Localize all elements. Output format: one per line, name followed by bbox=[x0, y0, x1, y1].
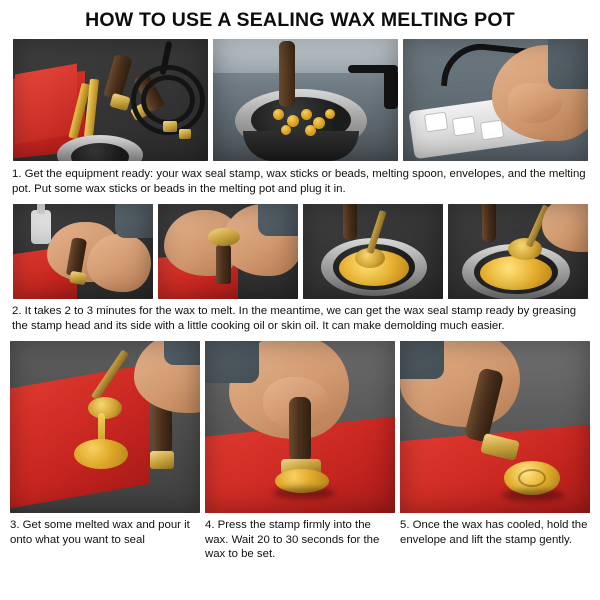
photo-step1-equipment bbox=[13, 39, 208, 161]
photo-step3-pour-wax bbox=[10, 341, 200, 513]
photo-step2-oil-bottle bbox=[13, 204, 153, 299]
photo-step2-spoon-lift bbox=[448, 204, 588, 299]
step-2-photo-row bbox=[10, 204, 590, 299]
step-345-photo-row bbox=[10, 341, 590, 513]
photo-step1-pot-with-beads bbox=[213, 39, 398, 161]
photo-step1-plug-in bbox=[403, 39, 588, 161]
step-4-caption: 4. Press the stamp firmly into the wax. Wait 20 to 30 seconds for the wax to be set. bbox=[205, 518, 380, 561]
photo-step5-lift-stamp bbox=[400, 341, 590, 513]
page-title: HOW TO USE A SEALING WAX MELTING POT bbox=[85, 9, 515, 31]
step-2-caption: 2. It takes 2 to 3 minutes for the wax to melt. In the meantime, we can get the wax seal stamp ready by greasing the stamp head and its side with a little cooking oil or skin oil. It can make demolding much easier. bbox=[12, 305, 577, 332]
photo-step2-grease-head bbox=[158, 204, 298, 299]
photo-step2-melted-wax bbox=[303, 204, 443, 299]
photo-step4-press-stamp bbox=[205, 341, 395, 513]
step-1-photo-row bbox=[10, 39, 590, 161]
step-3-caption: 3. Get some melted wax and pour it onto what you want to seal bbox=[10, 518, 190, 546]
step-1-caption: 1. Get the equipment ready: your wax seal stamp, wax sticks or beads, melting spoon, envelopes, and the melting pot. Put some wax sticks or beads in the melting pot and plug it in. bbox=[12, 168, 586, 196]
step-345-caption-row bbox=[10, 518, 590, 562]
step-5-caption: 5. Once the wax has cooled, hold the envelope and lift the stamp gently. bbox=[400, 518, 588, 546]
